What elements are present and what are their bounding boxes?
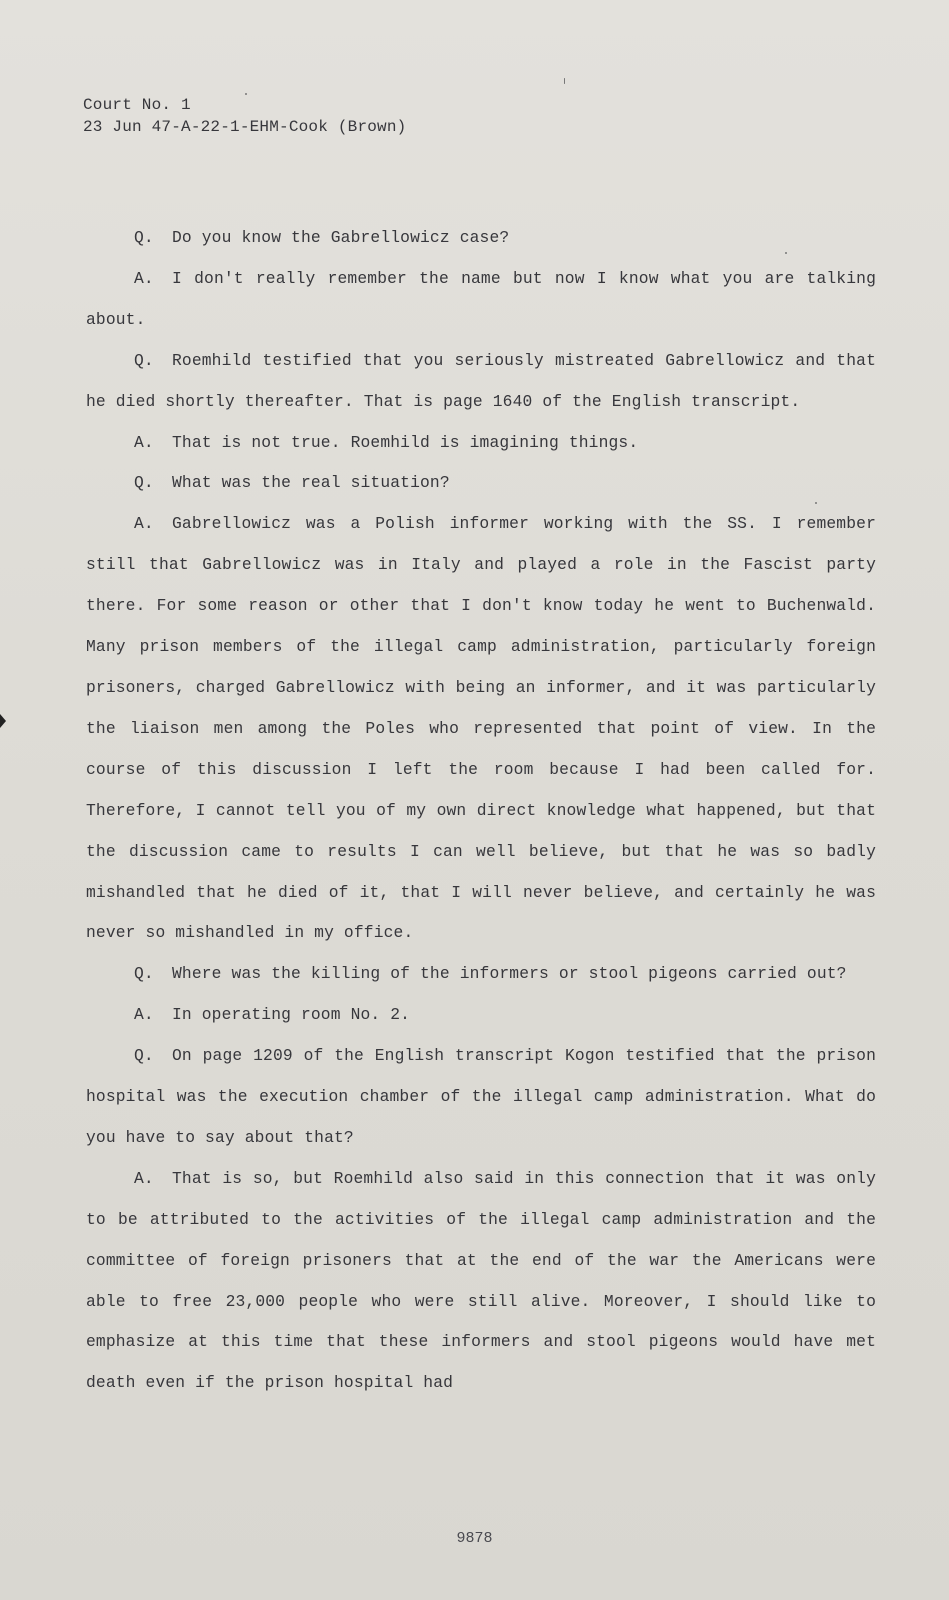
paragraph-text: Roemhild testified that you seriously mistreated Gabrellowicz and that he died shortly thereafter. That is page 1640 of the English transcript. xyxy=(86,350,876,411)
transcript-paragraph xyxy=(86,995,876,1036)
paragraph-text: Where was the killing of the informers or stool pigeons carried out? xyxy=(172,964,847,984)
speaker-label: Q. xyxy=(134,473,154,493)
transcript-paragraph xyxy=(86,423,876,464)
transcript-paragraph xyxy=(86,463,876,504)
transcript-paragraph xyxy=(86,259,876,341)
paragraph-text: Gabrellowicz was a Polish informer working with the SS. I remember still that Gabrellowicz was in Italy and played a role in the Fascist party there. For some reason or other that I don't know today he went to Buchenwald. Many prison members of the illegal camp administration, particularly foreign prisoners, charged Gabrellowicz with being an informer, and it was particularly the liaison men among the Poles who represented that point of view. In the course of this discussion I left the room because I had been called for. Therefore, I cannot tell you of my own direct knowledge what happened, but that the discussion came to results I can well believe, but that he was so badly mishandled that he died of it, that I will never believe, and certainly he was never so mishandled in my office. xyxy=(86,514,876,943)
paragraph-text: In operating room No. 2. xyxy=(172,1005,411,1025)
document-header xyxy=(83,94,406,138)
binding-edge-mark xyxy=(0,714,6,728)
session-reference: 23 Jun 47-A-22-1-EHM-Cook (Brown) xyxy=(83,118,407,136)
speaker-label: A. xyxy=(134,1005,154,1025)
paper-speck xyxy=(815,502,817,504)
paper-speck xyxy=(245,93,247,95)
paragraph-text: I don't really remember the name but now I know what you are talking about. xyxy=(86,268,876,329)
speaker-label: Q. xyxy=(134,1046,154,1066)
paragraph-text: That is not true. Roemhild is imagining things. xyxy=(172,432,639,452)
paragraph-text: What was the real situation? xyxy=(172,473,450,493)
transcript-paragraph xyxy=(86,954,876,995)
speaker-label: A. xyxy=(134,432,154,452)
speaker-label: A. xyxy=(134,1168,154,1188)
transcript-body xyxy=(86,218,876,1404)
paragraph-text: Do you know the Gabrellowicz case? xyxy=(172,228,510,247)
transcript-paragraph xyxy=(86,1036,876,1159)
speaker-label: A. xyxy=(134,268,154,288)
speaker-label: Q. xyxy=(134,228,154,247)
transcript-paragraph xyxy=(86,504,876,954)
speaker-label: A. xyxy=(134,514,154,534)
paper-speck xyxy=(564,78,565,84)
page-number: 9878 xyxy=(456,1530,493,1547)
transcript-paragraph xyxy=(86,1159,876,1404)
paragraph-text: That is so, but Roemhild also said in this connection that it was only to be attributed to the activities of the illegal camp administration and the committee of foreign prisoners that at the end of the war the Americans were able to free 23,000 people who were still alive. Moreover, I should like to emphasize at this time that these informers and stool pigeons would have met death even if the prison hospital had xyxy=(86,1168,876,1393)
court-number: Court No. 1 xyxy=(83,96,191,114)
transcript-paragraph xyxy=(86,341,876,423)
transcript-paragraph xyxy=(86,218,876,259)
paragraph-text: On page 1209 of the English transcript Kogon testified that the prison hospital was the execution chamber of the illegal camp administration. What do you have to say about that? xyxy=(86,1046,876,1147)
speaker-label: Q. xyxy=(134,350,154,370)
paper-speck xyxy=(785,252,787,254)
speaker-label: Q. xyxy=(134,964,154,984)
